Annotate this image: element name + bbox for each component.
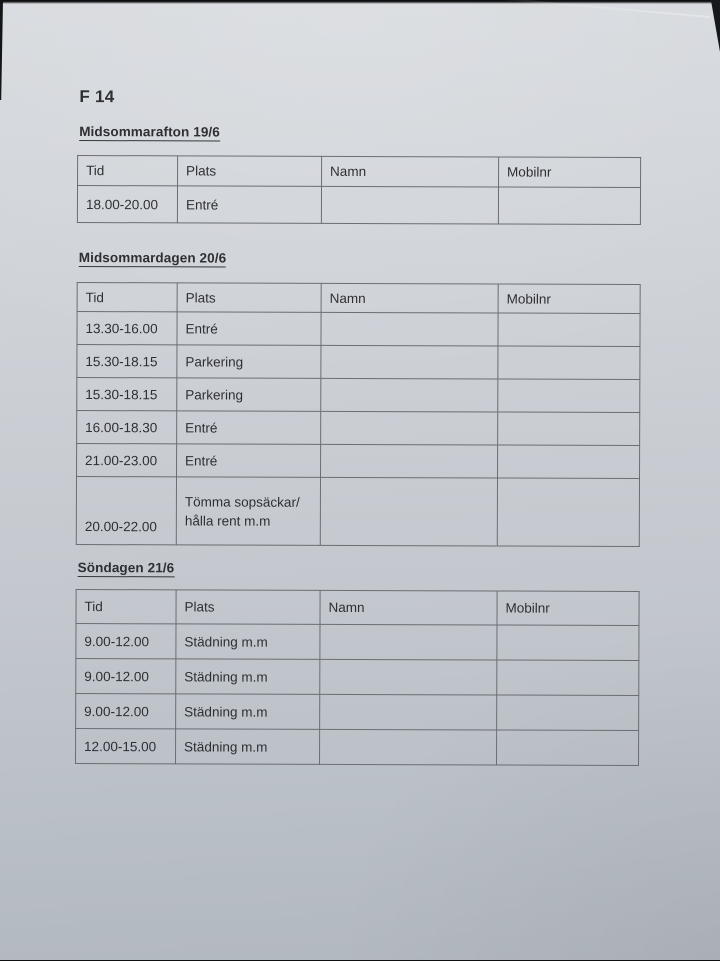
- cell-mobilnr: [498, 412, 640, 445]
- table-row: [76, 624, 639, 661]
- cell-tid: 21.00-23.00: [77, 444, 177, 477]
- column-header-mobilnr: Mobilnr: [497, 591, 639, 625]
- cell-plats: Entré: [177, 444, 321, 478]
- header-row: [78, 156, 641, 188]
- cell-namn: [321, 411, 498, 445]
- schedule-table: [75, 589, 640, 766]
- cell-tid: 15.30-18.15: [77, 378, 177, 411]
- cell-plats: Entré: [177, 411, 321, 445]
- schedule-table: [76, 282, 641, 547]
- cell-plats: Städning m.m: [176, 694, 320, 730]
- cell-namn: [320, 694, 497, 730]
- column-header-tid: Tid: [77, 283, 177, 312]
- cell-plats: Entré: [177, 312, 321, 346]
- table-row: [77, 345, 640, 380]
- cell-mobilnr: [498, 379, 640, 412]
- cell-mobilnr: [497, 660, 639, 695]
- schedule-section: [1, 124, 720, 213]
- column-header-mobilnr: Mobilnr: [499, 157, 641, 187]
- cell-mobilnr: [497, 625, 639, 660]
- table-row: [77, 444, 640, 479]
- cell-tid: 9.00-12.00: [76, 624, 176, 659]
- cell-tid: 9.00-12.00: [76, 694, 176, 729]
- cell-namn: [321, 312, 498, 346]
- section-heading: Midsommarafton 19/6: [79, 124, 220, 140]
- cell-mobilnr: [497, 695, 639, 730]
- doc-title: F 14: [79, 87, 115, 107]
- table-row: [77, 411, 640, 446]
- cell-tid: 9.00-12.00: [76, 659, 176, 694]
- column-header-namn: Namn: [321, 283, 498, 313]
- schedule-section: [0, 560, 720, 755]
- table-row: [76, 694, 639, 731]
- cell-plats: Parkering: [177, 378, 321, 412]
- photo-edge-top: [0, 0, 720, 4]
- cell-plats: Städning m.m: [176, 624, 320, 660]
- cell-tid: 15.30-18.15: [77, 345, 177, 378]
- cell-namn: [320, 477, 497, 546]
- cell-namn: [320, 659, 497, 695]
- cell-tid: 18.00-20.00: [77, 186, 177, 223]
- cell-plats: Tömma sopsäckar/ hålla rent m.m: [176, 477, 320, 546]
- column-header-plats: Plats: [177, 283, 321, 313]
- table-row: [76, 659, 639, 696]
- cell-mobilnr: [498, 313, 640, 346]
- cell-namn: [321, 444, 498, 478]
- cell-tid: 16.00-18.30: [77, 411, 177, 444]
- cell-mobilnr: [497, 730, 639, 765]
- cell-namn: [320, 729, 497, 765]
- cell-namn: [321, 345, 498, 379]
- cell-tid: 12.00-15.00: [76, 729, 176, 764]
- cell-mobilnr: [498, 346, 640, 379]
- cell-namn: [321, 186, 498, 224]
- header-row: [77, 283, 640, 314]
- cell-plats: Parkering: [177, 345, 321, 379]
- cell-tid: 13.30-16.00: [77, 312, 177, 345]
- column-header-tid: Tid: [78, 156, 178, 186]
- section-heading: Söndagen 21/6: [77, 560, 175, 576]
- cell-mobilnr: [498, 445, 640, 478]
- table-row: [76, 729, 639, 766]
- cell-plats: Städning m.m: [176, 659, 320, 695]
- column-header-mobilnr: Mobilnr: [498, 284, 640, 313]
- column-header-plats: Plats: [178, 156, 322, 187]
- cell-plats: Entré: [177, 186, 321, 224]
- table-row: [77, 186, 640, 225]
- schedule-section: [1, 250, 720, 535]
- column-header-namn: Namn: [322, 156, 499, 187]
- table-row: [77, 312, 640, 347]
- section-heading: Midsommardagen 20/6: [78, 250, 227, 266]
- cell-namn: [321, 378, 498, 412]
- column-header-tid: Tid: [76, 590, 176, 624]
- cell-mobilnr: [497, 478, 639, 546]
- cell-plats: Städning m.m: [176, 729, 320, 765]
- column-header-plats: Plats: [176, 590, 320, 625]
- table-row: [76, 477, 639, 547]
- header-row: [76, 590, 639, 626]
- cell-namn: [320, 624, 497, 660]
- table-row: [77, 378, 640, 413]
- cell-tid: 20.00-22.00: [76, 477, 176, 545]
- schedule-table: [77, 155, 641, 225]
- column-header-namn: Namn: [320, 590, 497, 625]
- cell-mobilnr: [498, 187, 640, 224]
